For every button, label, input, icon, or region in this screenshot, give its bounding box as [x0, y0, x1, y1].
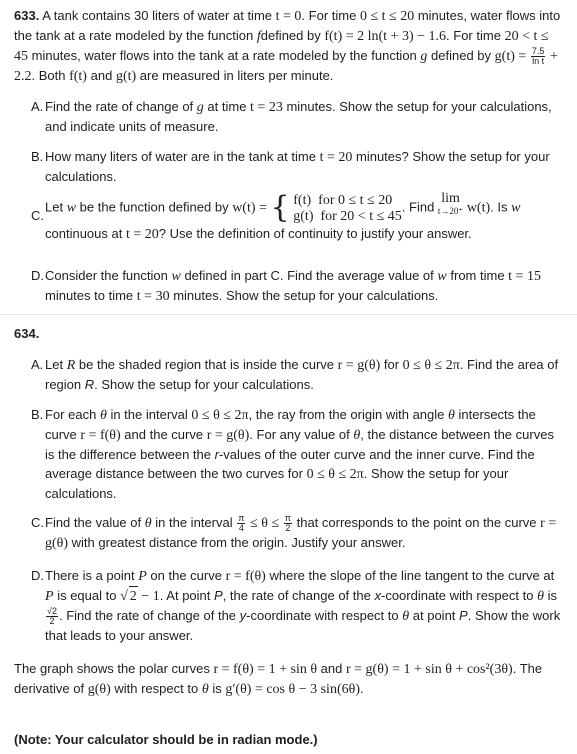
- text: minutes. Show the setup for your calculations, and indicate units of measure.: [45, 99, 552, 134]
- math: t = 0: [275, 9, 302, 24]
- math: P: [459, 608, 468, 623]
- text: that corresponds to the point on the curve: [296, 515, 537, 530]
- part-body: [31, 147, 563, 186]
- fraction: [531, 47, 546, 66]
- fraction: [284, 514, 292, 533]
- numerator: π: [238, 513, 245, 524]
- math: t = 20: [125, 227, 159, 242]
- part-body: [31, 405, 563, 503]
- limit-word: lim: [441, 191, 460, 206]
- text: continuous at: [45, 226, 123, 241]
- fraction: [237, 514, 245, 533]
- text: . Is: [490, 199, 508, 215]
- text: -coordinate with respect to: [380, 588, 534, 603]
- math: g(t) =: [494, 49, 527, 64]
- text: in the interval: [155, 515, 233, 530]
- text: ? Use the definition of continuity to justify your answer.: [158, 226, 472, 241]
- math: y: [239, 608, 247, 623]
- math: t = 15: [508, 269, 541, 284]
- text: . For time: [446, 28, 501, 43]
- text: with respect to: [114, 681, 199, 696]
- math: P: [138, 569, 147, 584]
- text: be the shaded region that is inside the curve: [78, 357, 335, 372]
- part-letter: D.: [31, 268, 44, 283]
- math: r: [214, 447, 219, 462]
- math: r = g(θ): [337, 358, 381, 373]
- math: 0 ≤ θ ≤ 2π: [191, 408, 249, 423]
- math: g: [196, 100, 204, 115]
- denominator: 4: [238, 523, 244, 534]
- math: + 2.2: [14, 49, 558, 85]
- math: w(t) =: [232, 200, 267, 216]
- text: minutes? Show the setup for your calculations.: [45, 149, 550, 184]
- text: minutes, water flows into the tank at a rate modeled by the function: [31, 48, 417, 63]
- math: g′(θ) = cos θ − 3 sin(6θ): [225, 682, 360, 697]
- part-letter: D.: [31, 568, 44, 583]
- math: f(t): [69, 69, 87, 85]
- limit-subscript: t→20⁺: [437, 206, 464, 216]
- math: ≤ θ ≤: [250, 516, 280, 531]
- case-2-condition: for 20 < t ≤ 45: [320, 209, 402, 224]
- math: θ: [201, 682, 209, 697]
- text: Let: [45, 357, 64, 372]
- part-letter: C.: [31, 515, 44, 530]
- part-letter: B.: [31, 407, 44, 422]
- text: . Show the work that leads to your answer.: [45, 608, 561, 644]
- math: g(t): [115, 69, 137, 85]
- math: r = f(θ): [80, 428, 121, 443]
- limit: [438, 192, 463, 217]
- text: How many liters of water are in the tank at time: [45, 149, 316, 164]
- text: -coordinate with respect to: [246, 608, 399, 623]
- math: θ: [353, 428, 361, 443]
- part-634-a: [31, 355, 563, 394]
- text: Let: [45, 199, 64, 215]
- math: R: [84, 377, 95, 392]
- case-1: [293, 193, 392, 208]
- text: , the ray from the origin with angle: [248, 407, 445, 422]
- math: θ: [448, 408, 455, 423]
- math: 0 ≤ t ≤ 20: [359, 9, 415, 24]
- math: θ: [99, 408, 107, 423]
- math: w: [437, 269, 447, 284]
- text: and: [90, 68, 113, 84]
- part-body: [31, 355, 563, 394]
- text: with greatest distance from the origin. Justify your answer.: [71, 535, 406, 551]
- math: g(θ): [87, 682, 111, 697]
- text: and: [320, 661, 343, 676]
- problem-634-heading: [14, 324, 562, 343]
- numerator: √2: [47, 606, 57, 617]
- math: w(t): [466, 200, 491, 216]
- text: are measured in liters per minute.: [139, 68, 334, 84]
- part-body: [31, 192, 563, 244]
- part-letter: A.: [31, 99, 44, 114]
- text: on the curve: [150, 568, 222, 583]
- math: w: [171, 269, 181, 284]
- math: θ: [402, 609, 410, 624]
- part-633-d: [31, 266, 563, 306]
- math: w: [511, 200, 521, 216]
- case-2-function: g(t): [293, 209, 314, 224]
- part-634-c: [31, 513, 563, 553]
- part-body: [31, 513, 563, 553]
- text: . For time: [301, 8, 357, 23]
- text: minutes to time: [45, 288, 134, 303]
- left-brace: {: [270, 190, 290, 225]
- text: defined in part C. Find the average value of: [184, 268, 434, 283]
- problem-number: 634.: [14, 326, 40, 341]
- math: t = 20: [319, 150, 353, 165]
- text: for: [383, 357, 400, 372]
- text: -values of the outer curve and the inner curve. Find the average distance between the two curves for: [45, 447, 535, 481]
- text: . Show the setup for your calculations.: [45, 466, 509, 501]
- graph-description: [14, 659, 562, 699]
- math: θ: [144, 516, 152, 531]
- text: defined by: [431, 48, 492, 63]
- text: from time: [450, 268, 505, 283]
- text: minutes. Show the setup for your calculations.: [173, 288, 439, 303]
- math: f: [256, 29, 261, 44]
- math: − 1: [141, 589, 160, 604]
- fraction: [46, 607, 58, 626]
- text: For each: [45, 407, 97, 422]
- text: at point: [412, 608, 456, 623]
- part-body: [31, 566, 563, 645]
- math: x: [374, 588, 381, 603]
- text: intersects the curve: [45, 407, 536, 442]
- denominator: 2: [49, 616, 55, 627]
- text: , the rate of change of the: [222, 588, 371, 603]
- calculator-note: (Note: Your calculator should be in radian mode.): [14, 732, 318, 747]
- math: P: [45, 589, 54, 604]
- part-634-b: [31, 405, 563, 503]
- denominator: 2: [285, 523, 291, 534]
- section-divider: [0, 314, 577, 315]
- part-634-d: [31, 566, 563, 645]
- text: is: [212, 681, 222, 696]
- text: and the curve: [124, 427, 204, 442]
- math: θ: [537, 589, 544, 604]
- text: is equal to: [57, 588, 117, 603]
- text: where the slope of the line tangent to the curve at: [269, 568, 555, 583]
- part-letter: A.: [31, 357, 44, 372]
- text: , the distance between the curves is the difference between the: [45, 427, 554, 462]
- text: . Find the rate of change of the: [58, 608, 237, 623]
- text: The graph shows the polar curves: [14, 661, 210, 676]
- text: A tank contains 30 liters of water at time: [42, 8, 272, 23]
- part-633-a: [31, 97, 563, 136]
- part-633-b: [31, 147, 563, 186]
- text: in the interval: [110, 407, 188, 422]
- piecewise-cases: [293, 192, 402, 224]
- numerator: 7.5: [531, 46, 545, 57]
- math: 20 < t ≤ 45: [14, 29, 549, 64]
- math: r = g(θ): [206, 428, 250, 443]
- text: at time: [207, 99, 247, 114]
- text: . Find: [401, 199, 435, 215]
- math: 0 ≤ θ ≤ 2π: [306, 467, 364, 482]
- math: w: [66, 200, 77, 216]
- sqrt-argument: 2: [129, 586, 138, 606]
- math: t = 30: [136, 289, 170, 304]
- denominator: ln t: [532, 56, 545, 67]
- text: There is a point: [45, 568, 135, 583]
- text: defined by: [260, 28, 321, 43]
- problem-number: 633.: [14, 8, 40, 23]
- part-633-c: [31, 192, 563, 244]
- text: . Find the area of region: [45, 357, 559, 392]
- math: 0 ≤ θ ≤ 2π: [402, 358, 460, 373]
- math: R: [66, 358, 76, 373]
- text: minutes, water flows into the tank at a rate modeled by the function: [14, 8, 561, 43]
- part-letter: C.: [31, 208, 44, 223]
- numerator: π: [284, 513, 291, 524]
- case-2: [293, 209, 402, 224]
- text: be the function defined by: [79, 199, 229, 215]
- part-letter: B.: [31, 149, 44, 164]
- text: .: [359, 681, 364, 696]
- math: r = g(θ): [45, 516, 557, 552]
- case-1-condition: for 0 ≤ t ≤ 20: [318, 193, 393, 208]
- problem-633-intro: [14, 6, 562, 86]
- math: f(t) = 2 ln(t + 3) − 1.6: [324, 29, 447, 44]
- text: . For any value of: [249, 427, 350, 442]
- sqrt-argument: 2: [51, 606, 57, 617]
- text: . The derivative of: [14, 661, 543, 696]
- math: g: [420, 49, 428, 64]
- case-1-function: f(t): [293, 193, 312, 208]
- text: Consider the function: [45, 268, 168, 283]
- sqrt-expression: √ 2: [120, 589, 138, 604]
- math: r = f(θ): [225, 569, 266, 584]
- math: P: [214, 588, 223, 603]
- math: r = f(θ) = 1 + sin θ: [213, 662, 318, 677]
- text: . Both: [31, 68, 66, 84]
- part-body: [31, 266, 563, 306]
- text: . At point: [159, 588, 211, 603]
- text: Find the value of: [45, 515, 142, 530]
- math: t = 23: [250, 100, 283, 115]
- text: Find the rate of change of: [45, 99, 194, 114]
- text: . Show the setup for your calculations.: [94, 377, 314, 392]
- text: is: [547, 588, 557, 603]
- part-body: [31, 97, 563, 136]
- math: r = g(θ) = 1 + sin θ + cos²(3θ): [346, 662, 513, 677]
